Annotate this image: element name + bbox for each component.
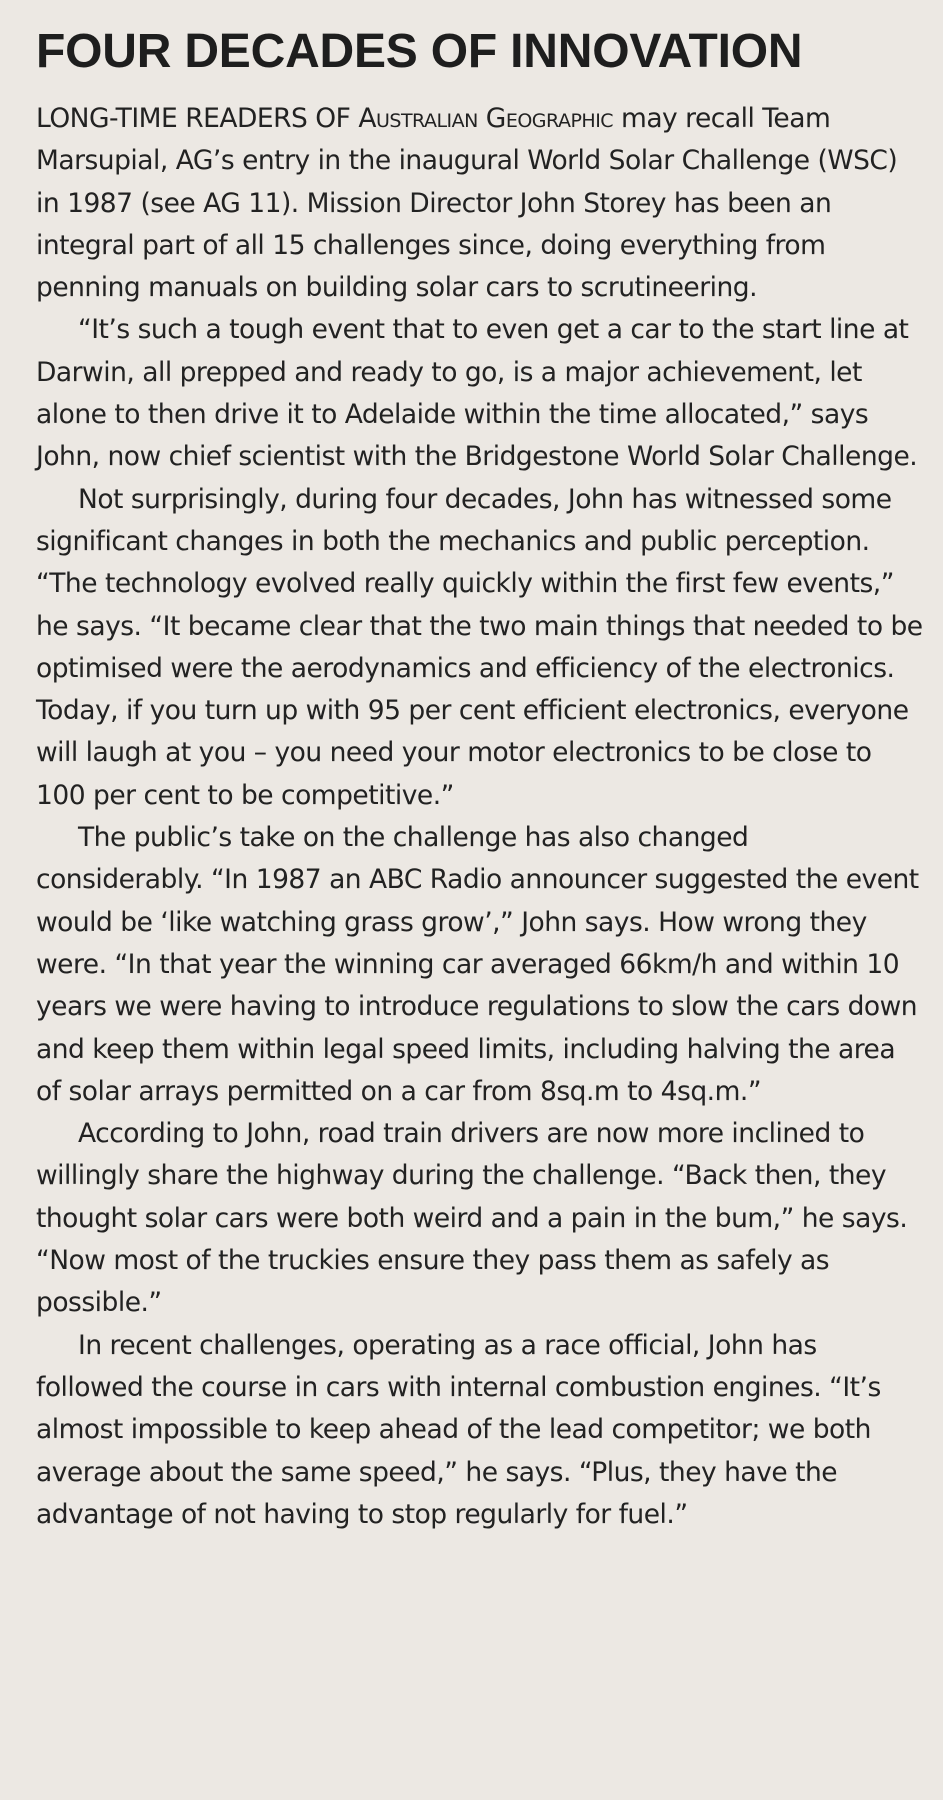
body-paragraph-1: “It’s such a tough event that to even get a car to the start line at Darwin, all prepped and ready to go, is a major achievement, let alone to then drive it to Adelaide within the time allocated,” says John, now chief scientist with the Bridgestone World Solar Challenge. — [36, 314, 918, 473]
intro-lead-in: LONG-TIME READERS OF — [36, 103, 351, 134]
intro-text: may recall Team Marsupial, AG’s entry in the inaugural World Solar Challenge (WSC) in 1987 (see AG 11). Mission Director John Storey has been an integral part of all 15 challenges since, doing everything from penning manuals on building solar cars to scrutineering. — [36, 103, 898, 304]
publication-name: Australian Geographic — [358, 103, 614, 134]
article-headline: FOUR DECADES OF INNOVATION — [36, 25, 803, 78]
body-paragraph-4: According to John, road train drivers are now more inclined to willingly share the highway during the challenge. “Back then, they thought solar cars were both weird and a pain in the bum,” he says. “Now most of the truckies ensure they pass them as safely as possible.” — [36, 1118, 908, 1319]
body-paragraph-3: The public’s take on the challenge has also changed considerably. “In 1987 an ABC Radio announcer suggested the event would be ‘like watching grass grow’,” John says. How wrong they were. “In that year the winning car averaged 66km/h and within 10 years we were having to introduce regulations to slow the cars down and keep them within legal speed limits, including halving the area of solar arrays permitted on a car from 8sq.m to 4sq.m.” — [36, 822, 919, 1107]
intro-paragraph — [36, 98, 923, 309]
body-paragraph-5: In recent challenges, operating as a race official, John has followed the course in cars with internal combustion engines. “It’s almost impossible to keep ahead of the lead competitor; we both average about the same speed,” he says. “Plus, they have the advantage of not having to stop regularly for fuel.” — [36, 1329, 881, 1530]
body-paragraph-2: Not surprisingly, during four decades, John has witnessed some significant changes in both the mechanics and public perception. “The technology evolved really quickly within the first few events,” he says. “It became clear that the two main things that needed to be optimised were the aerodynamics and efficiency of the electronics. Today, if you turn up with 95 per cent efficient electronics, everyone will laugh at you – you need your motor electronics to be close to 100 per cent to be competitive.” — [36, 483, 923, 811]
